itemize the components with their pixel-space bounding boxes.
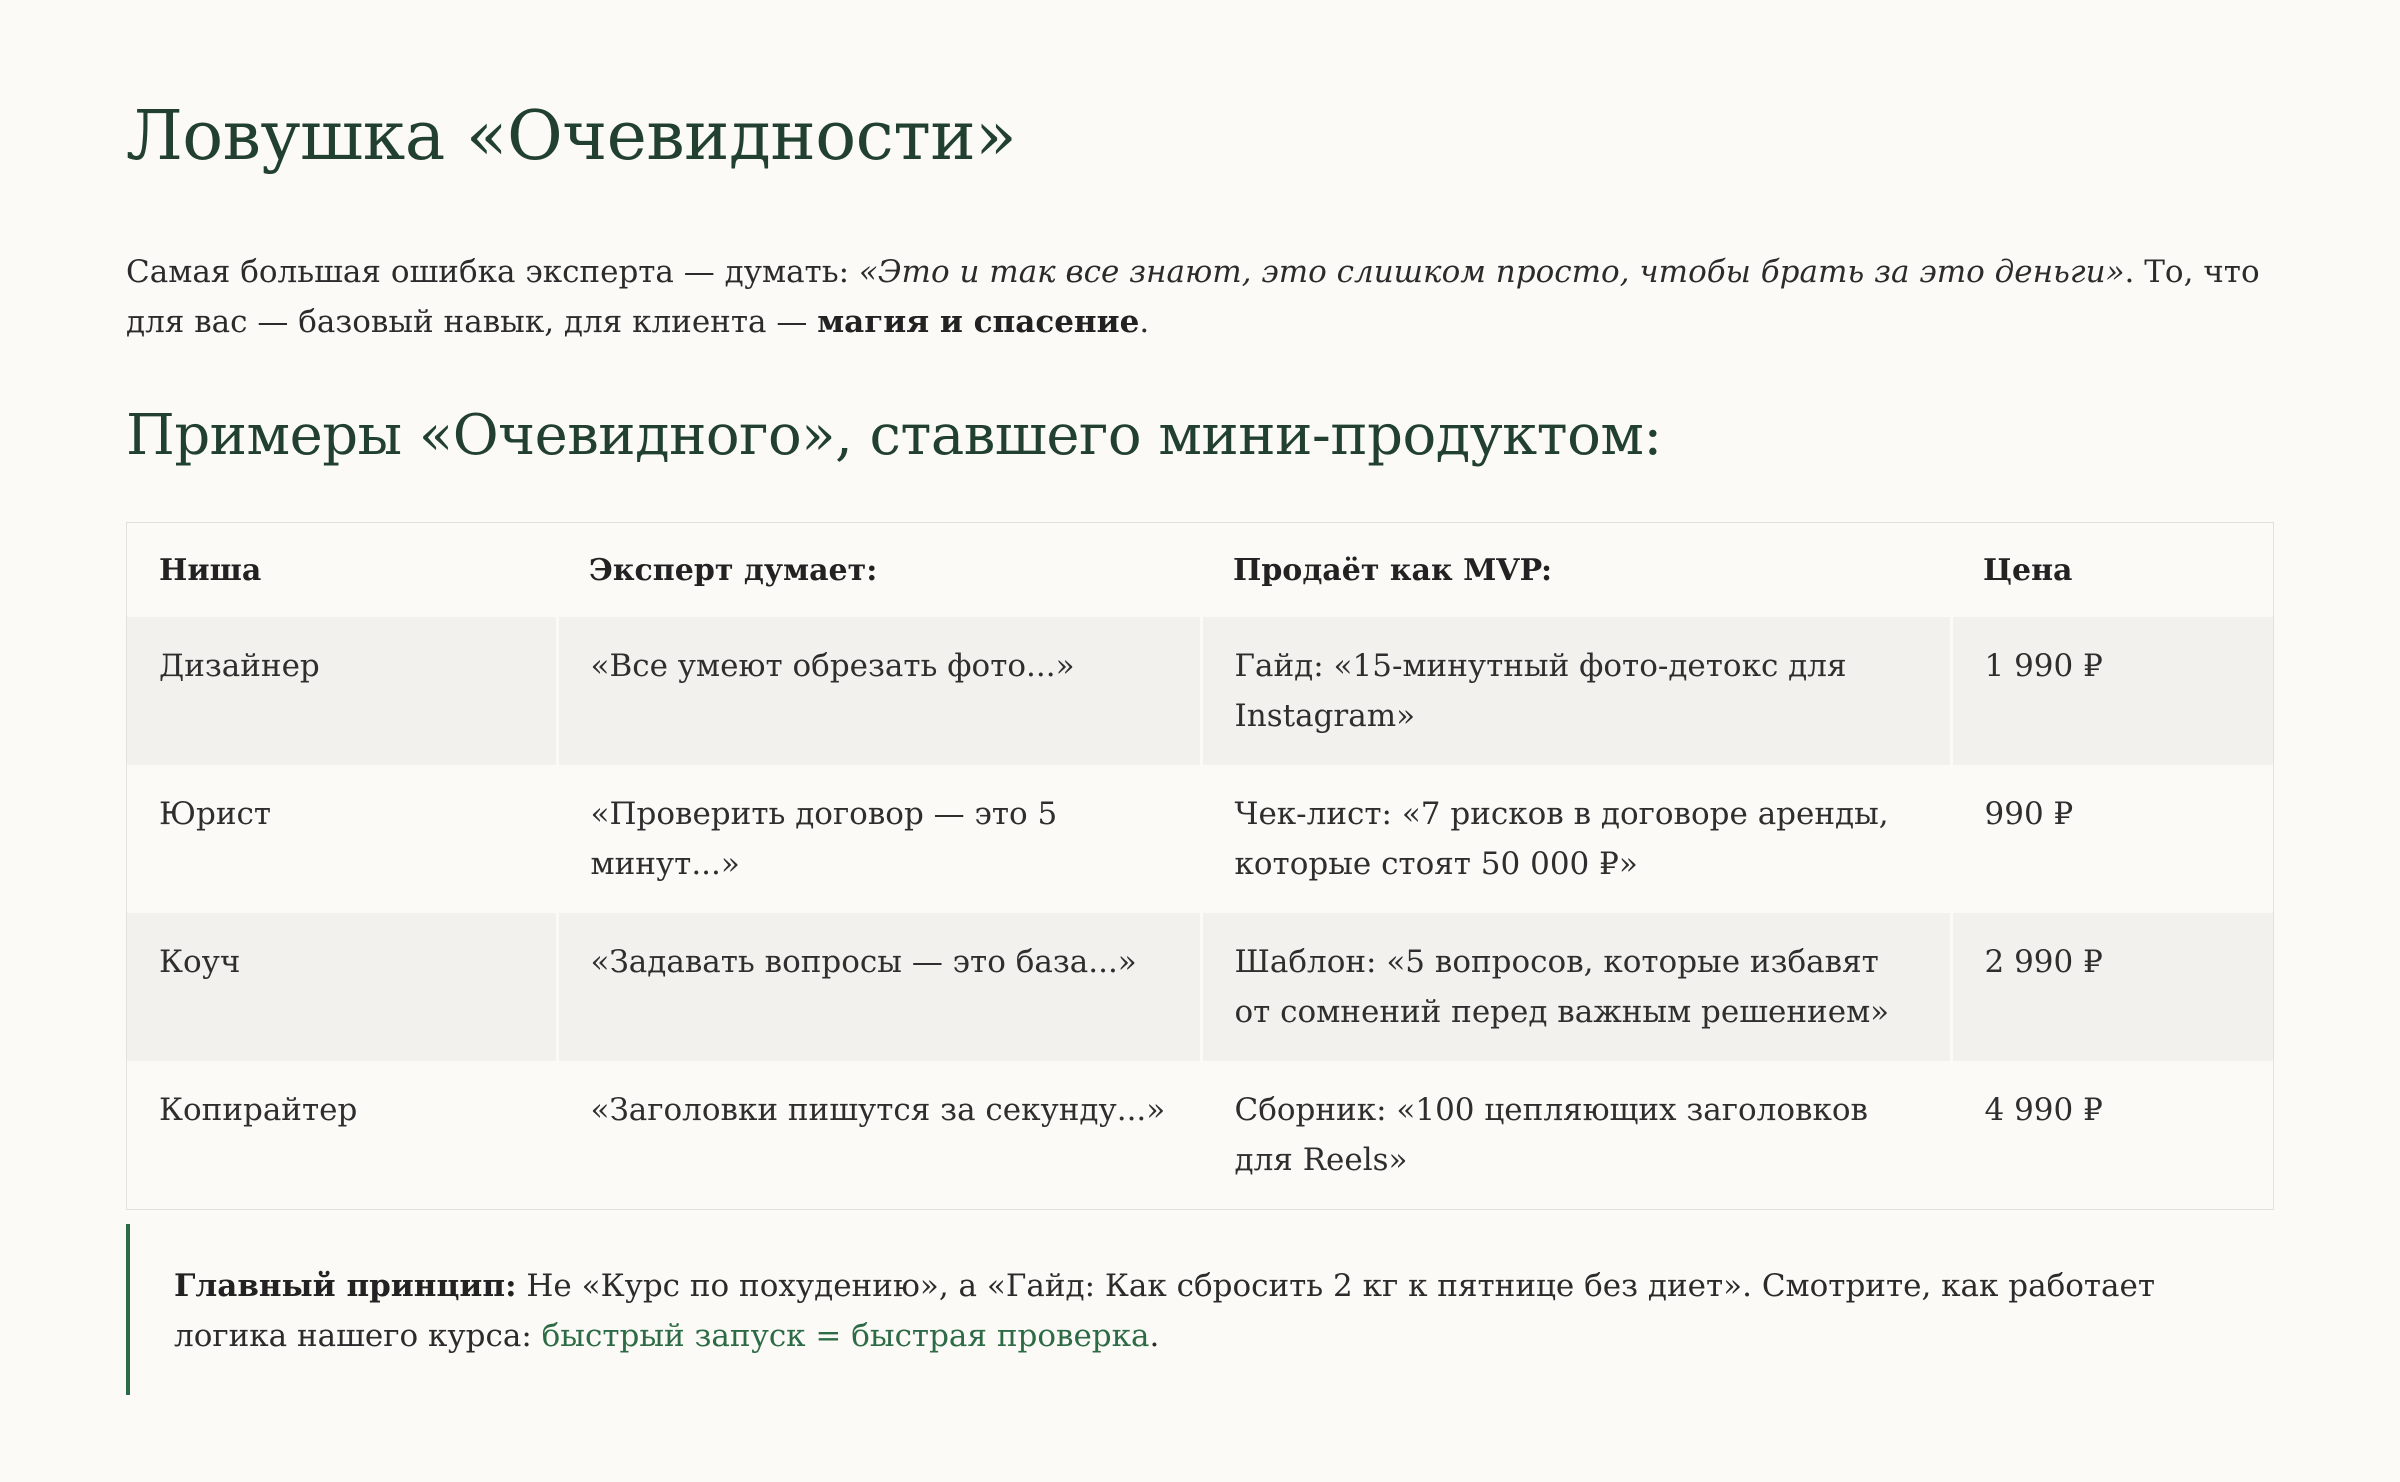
table-header-row bbox=[127, 523, 2273, 617]
examples-table bbox=[127, 523, 2273, 1209]
cell-mvp: Гайд: «15-минутный фото-детокс для Instagram» bbox=[1201, 617, 1951, 765]
callout-end: . bbox=[1149, 1318, 1160, 1354]
table-row bbox=[127, 617, 2273, 765]
examples-table-container bbox=[126, 522, 2274, 1210]
header-expert-thinks: Эксперт думает: bbox=[589, 552, 878, 588]
cell-mvp: Чек-лист: «7 рисков в договоре аренды, которые стоят 50 000 ₽» bbox=[1201, 765, 1951, 913]
cell-mvp: Сборник: «100 цепляющих заголовков для Reels» bbox=[1201, 1061, 1951, 1209]
intro-middle: . То, что для вас — базовый навык, для клиента — bbox=[126, 254, 2260, 340]
cell-expert-thinks: «Все умеют обрезать фото...» bbox=[557, 617, 1201, 765]
header-sells-as-mvp: Продаёт как MVP: bbox=[1233, 552, 1553, 588]
callout-label: Главный принцип bbox=[174, 1268, 506, 1304]
callout-text: Не «Курс по похудению», а «Гайд: Как сбросить 2 кг к пятнице без диет». Смотрите, как работает логика нашего курса: bbox=[174, 1268, 2156, 1354]
page-title: Ловушка «Очевидности» bbox=[126, 97, 1017, 176]
cell-niche: Коуч bbox=[127, 913, 557, 1061]
intro-lead: Самая большая ошибка эксперта — думать: bbox=[126, 254, 859, 290]
cell-mvp: Шаблон: «5 вопросов, которые избавят от сомнений перед важным решением» bbox=[1201, 913, 1951, 1061]
table-row bbox=[127, 1061, 2273, 1209]
intro-emphasis: магия и спасение bbox=[817, 304, 1140, 340]
intro-paragraph bbox=[126, 247, 2274, 347]
cell-niche: Копирайтер bbox=[159, 1092, 358, 1128]
examples-heading: Примеры «Очевидного», ставшего мини-продуктом: bbox=[126, 403, 1662, 468]
cell-price: 1 990 ₽ bbox=[1951, 617, 2273, 765]
intro-quote: «Это и так все знают, это слишком просто, чтобы брать за это деньги» bbox=[858, 254, 2125, 290]
cell-expert-thinks: «Проверить договор — это 5 минут...» bbox=[557, 765, 1201, 913]
header-niche: Ниша bbox=[159, 552, 262, 588]
table-row bbox=[127, 765, 2273, 913]
cell-price: 2 990 ₽ bbox=[1951, 913, 2273, 1061]
table-row bbox=[127, 913, 2273, 1061]
callout-colon: : bbox=[505, 1268, 517, 1304]
fast-launch-link[interactable]: быстрый запуск = быстрая проверка bbox=[541, 1318, 1150, 1354]
cell-expert-thinks: «Заголовки пишутся за секунду...» bbox=[557, 1061, 1201, 1209]
principle-callout bbox=[126, 1224, 2274, 1395]
cell-price: 990 ₽ bbox=[1951, 765, 2273, 913]
cell-price: 4 990 ₽ bbox=[1951, 1061, 2273, 1209]
header-price: Цена bbox=[1983, 552, 2073, 588]
intro-end: . bbox=[1139, 304, 1150, 340]
cell-expert-thinks: «Задавать вопросы — это база...» bbox=[557, 913, 1201, 1061]
cell-niche: Юрист bbox=[159, 796, 272, 832]
cell-niche: Дизайнер bbox=[127, 617, 557, 765]
